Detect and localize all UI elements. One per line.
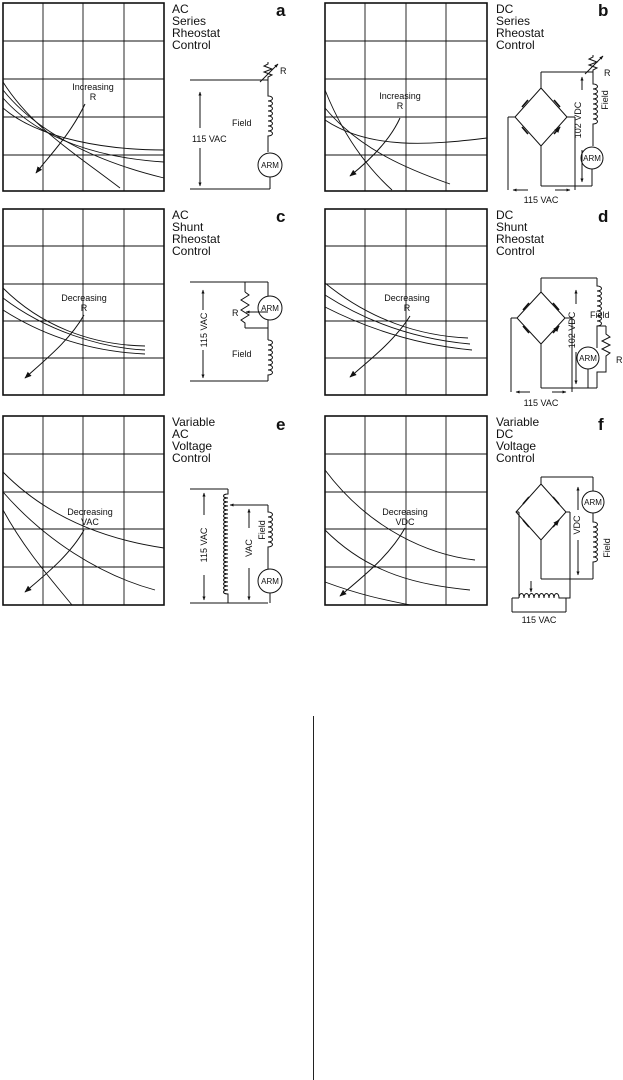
field-coil-a: [268, 80, 273, 152]
label-d-field: Field: [590, 310, 610, 320]
panel-e: [3, 415, 285, 605]
field-coil-e: [268, 505, 273, 569]
panel-a: [3, 1, 287, 191]
title-a-line3: Rheostat: [172, 26, 221, 40]
title-c-line3: Rheostat: [172, 232, 221, 246]
label-e-vac: VAC: [244, 539, 254, 557]
title-d-line2: Shunt: [496, 220, 528, 234]
title-c-line2: Shunt: [172, 220, 204, 234]
label-e-voltage: 115 VAC: [199, 527, 209, 563]
title-c-line4: Control: [172, 244, 211, 258]
label-f-field: Field: [602, 538, 612, 558]
panel-letter-b: b: [598, 1, 609, 20]
panel-letter-a: a: [276, 1, 286, 20]
panel-d: [325, 207, 623, 408]
label-f-vac: 115 VAC: [521, 615, 557, 625]
title-d-line1: DC: [496, 208, 514, 222]
panel-f: [325, 415, 612, 625]
arrow-d: [350, 316, 410, 377]
title-f-line1: Variable: [496, 415, 540, 429]
curve-d1: [325, 283, 468, 338]
label-c-arm: ARM: [261, 304, 279, 313]
title-a-line4: Control: [172, 38, 211, 52]
annotation-f-line1: Decreasing: [382, 507, 428, 517]
annotation-c-line2: R: [80, 303, 88, 313]
label-e-arm: ARM: [261, 577, 279, 586]
title-e-line1: Variable: [172, 415, 216, 429]
label-b-vac: 115 VAC: [523, 195, 559, 205]
panel-c: [3, 207, 285, 395]
bridge-b: [515, 88, 567, 146]
label-b-arm: ARM: [583, 154, 601, 163]
label-b-vdc: 102 VDC: [573, 101, 583, 139]
annotation-a-line1: Increasing: [72, 82, 114, 92]
curve-a2: [3, 90, 164, 178]
annotation-e-line2: VAC: [81, 517, 99, 527]
rheostat-c: [241, 292, 249, 328]
graph-a: [3, 3, 164, 191]
curve-a1: [3, 82, 120, 188]
field-coil-c: [268, 340, 273, 381]
curve-d3: [325, 307, 472, 350]
panel-letter-c: c: [276, 207, 286, 226]
title-a-line2: Series: [172, 14, 207, 28]
title-f-line3: Voltage: [496, 439, 537, 453]
arrow-f: [340, 528, 405, 596]
column-divider: [313, 716, 314, 1080]
title-e-line3: Voltage: [172, 439, 213, 453]
autotransformer-f: [519, 592, 570, 598]
field-coil-f: [593, 513, 598, 579]
annotation-c-line1: Decreasing: [61, 293, 107, 303]
curve-b1: [325, 90, 392, 190]
arrow-b: [350, 118, 400, 176]
title-e-line4: Control: [172, 451, 211, 465]
label-e-field: Field: [257, 520, 267, 540]
title-f-line4: Control: [496, 451, 535, 465]
curve-f1: [325, 582, 410, 605]
title-b-line4: Control: [496, 38, 535, 52]
annotation-d-line1: Decreasing: [384, 293, 430, 303]
autotransformer-e: [224, 489, 229, 603]
panel-letter-d: d: [598, 207, 609, 226]
label-f-arm: ARM: [584, 498, 602, 507]
label-a-voltage: 115 VAC: [192, 134, 227, 144]
title-f-line2: DC: [496, 427, 514, 441]
circuit-d: [511, 278, 610, 392]
annotation-a-line2: R: [89, 92, 97, 102]
curve-b2: [325, 108, 450, 184]
panel-b: [325, 1, 611, 205]
circuit-b: [508, 55, 603, 190]
label-a-r: R: [280, 66, 287, 76]
label-d-r: R: [616, 355, 623, 365]
annotation-e-line1: Decreasing: [67, 507, 113, 517]
label-d-arm: ARM: [579, 354, 597, 363]
label-f-vdc: VDC: [572, 515, 582, 535]
title-b-line1: DC: [496, 2, 514, 16]
label-a-arm: ARM: [261, 161, 279, 170]
annotation-d-line2: R: [403, 303, 411, 313]
annotation-b-line1: Increasing: [379, 91, 421, 101]
label-c-voltage: 115 VAC: [199, 312, 209, 348]
field-coil-b: [593, 72, 598, 146]
bridge-f: [516, 484, 566, 540]
panel-letter-f: f: [598, 415, 604, 434]
title-d-line4: Control: [496, 244, 535, 258]
bridge-d: [517, 292, 565, 344]
label-a-field: Field: [232, 118, 252, 128]
label-b-r: R: [604, 68, 611, 78]
title-e-line2: AC: [172, 427, 189, 441]
title-a-line1: AC: [172, 2, 189, 16]
curve-e1: [3, 510, 72, 605]
annotation-b-line2: R: [396, 101, 404, 111]
annotation-f-line2: VDC: [395, 517, 415, 527]
label-b-field: Field: [600, 90, 610, 110]
panel-letter-e: e: [276, 415, 286, 434]
title-d-line3: Rheostat: [496, 232, 545, 246]
label-d-vdc: 102 VDC: [567, 311, 577, 349]
title-b-line3: Rheostat: [496, 26, 545, 40]
title-c-line1: AC: [172, 208, 189, 222]
title-b-line2: Series: [496, 14, 531, 28]
label-c-r: R: [232, 308, 239, 318]
label-d-vac: 115 VAC: [523, 398, 559, 408]
label-c-field: Field: [232, 349, 252, 359]
